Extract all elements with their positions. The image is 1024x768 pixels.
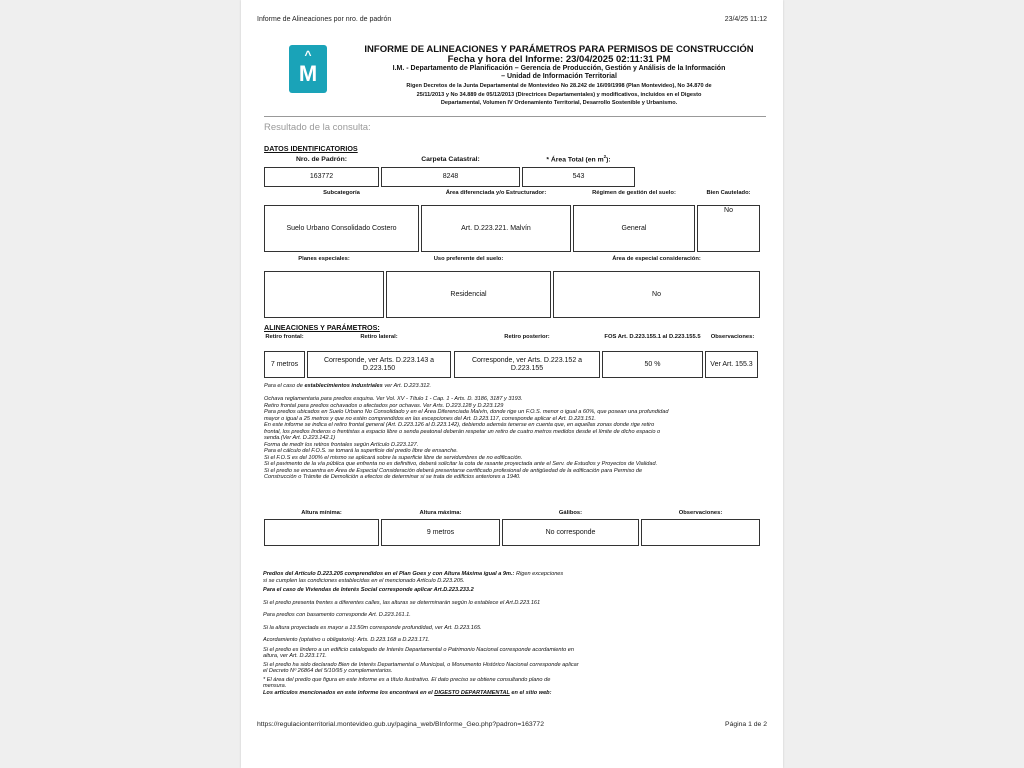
frentes-note: Si el predio presenta frentes a diferentes calles, las alturas se determinarán según lo establece el Art.D.223.161: [263, 599, 541, 606]
note-line: Forma de medir los retiros frontales según Artículo D.223.127.: [264, 441, 419, 448]
retiro-lateral-value: Corresponde, ver Arts. D.223.143 a D.223.150: [307, 351, 451, 378]
area-ilustrativa-note-cont: mensura.: [263, 683, 287, 689]
altura-minima-value: [264, 519, 379, 546]
report-title: INFORME DE ALINEACIONES Y PARÁMETROS PARA PERMISOS DE CONSTRUCCIÓN: [364, 44, 754, 55]
browser-print-date: 23/4/25 11:12: [724, 16, 767, 23]
note-line: Para predios ubicados en Suelo Urbano No Consolidado y en el Área Diferenciada Malvín, donde rige un F.O.S. menor o igual a 60%, que posean una profundidad: [264, 409, 669, 415]
regulation-notes: [264, 396, 764, 481]
regimen-value: General: [573, 205, 695, 252]
fos-label: FOS Art. D.223.155.1 al D.223.155.5: [604, 334, 701, 340]
logo-hat-glyph: ^: [304, 48, 312, 62]
report-unit: – Unidad de Información Territorial: [501, 73, 617, 80]
retiro-posterior-label: Retiro posterior:: [504, 334, 550, 340]
altura-maxima-label: Altura máxima:: [419, 510, 462, 516]
especial-label: Área de especial consideración:: [612, 256, 701, 262]
bien-cautelado-value: No: [697, 205, 760, 252]
note-line: Si el pavimento de la vía pública que enfrenta no es definitivo, deberá solicitar la cota de rasante proyectada ante el Serv. de Estudios y Proyectos de Vialidad.: [264, 461, 658, 467]
galibos-label: Gálibos:: [558, 510, 583, 516]
acordamiento-note: Acordamiento (optativo u obligatorio): Arts. D.223.168 a D.223.171.: [263, 637, 430, 643]
note-line: Si el predio se encuentra en Área de Especial Consideración deberá presentarse certificado profesional de antigüedad de la edificación para Permiso de: [264, 467, 643, 474]
basamento-note: Para predios con basamento corresponde Art. D.223.161.1.: [263, 612, 411, 618]
browser-print-title: Informe de Alineaciones por nro. de padrón: [257, 16, 392, 23]
note-line: frontal, los predios linderos o frentistas a espacio libre o senda peatonal deberán respetar un retiro de cuatro metros medidos desde el límite de dicho espacio o: [264, 428, 661, 435]
digesto-link[interactable]: DIGESTO DEPARTAMENTAL: [434, 689, 510, 696]
report-header: [349, 45, 769, 107]
industrial-note: Para el caso de establecimientos industriales ver Art. D.223.312.: [264, 383, 432, 389]
vivienda-social-note: Para el caso de Viviendas de Interés Social corresponde aplicar Art.D.223.233.2: [263, 587, 474, 593]
alineaciones-obs-label: Observaciones:: [710, 334, 755, 340]
report-datetime: Fecha y hora del Informe: 23/04/2025 02:11:31 PM: [447, 54, 671, 65]
bien-interes-note-cont: el Decreto Nº 26864 del 5/10/95 y complementarios.: [263, 668, 393, 674]
altura-maxima-value: 9 metros: [381, 519, 500, 546]
bottom-notes: [263, 571, 673, 696]
footer-page-number: Página 1 de 2: [725, 721, 767, 728]
result-heading: Resultado de la consulta:: [264, 122, 371, 133]
montevideo-logo-icon: [289, 45, 327, 93]
bien-cautelado-label: Bien Cautelado:: [706, 190, 751, 196]
uso-label: Uso preferente del suelo:: [433, 256, 504, 262]
report-department: I.M. - Departamento de Planificación – Gerencia de Producción, Gestión y Análisis de la Información: [392, 65, 726, 72]
note-line: Para el cálculo del F.O.S. se tomará la superficie del predio libre de ensanche.: [264, 448, 458, 454]
document-page: [241, 0, 783, 768]
logo-letter: M: [298, 61, 318, 86]
footer-url: https://regulacionterritorial.montevideo.gub.uy/pagina_web/BInforme_Geo.php?padron=163772: [257, 721, 544, 728]
section-heading-datos: DATOS IDENTIFICATORIOS: [264, 144, 358, 153]
subcategoria-value: Suelo Urbano Consolidado Costero: [264, 205, 419, 252]
alturas-obs-label: Observaciones:: [678, 510, 723, 516]
bien-interes-note: Si el predio ha sido declarado Bien de Interés Departamental o Municipal, o Monumento Histórico Nacional corresponde aplicar: [263, 661, 579, 668]
area-total-value: 543: [522, 167, 635, 187]
area-ilustrativa-note: * El área del predio que figura en este informe es a título ilustrativo. El dato preciso se obtiene consultando plano de: [263, 676, 551, 683]
header-divider: [264, 116, 766, 117]
planes-value: [264, 271, 384, 318]
note-line: senda.(Ver Art. D.223.142.1): [264, 435, 336, 441]
note-line: Construcción o Trámite de Demolición a efectos de determinar si se trata de edificios anteriores a 1940.: [264, 474, 521, 480]
altura-minima-label: Altura mínima:: [301, 510, 342, 516]
area-total-label: * Área Total (en $m^2$):: [546, 154, 611, 164]
note-line: mayor o igual a 25 metros y que no estén comprendidos en las excepciones del Art. D.223.117, corresponde aplicar el Art. D.223.151.: [264, 415, 596, 422]
fos-value: 50 %: [602, 351, 703, 378]
especial-value: No: [553, 271, 760, 318]
retiro-posterior-value: Corresponde, ver Arts. D.223.152 a D.223.155: [454, 351, 600, 378]
padron-label: Nro. de Padrón:: [296, 156, 347, 163]
retiro-frontal-label: Retiro frontal:: [265, 334, 304, 340]
catalogado-note: Si el predio es lindero a un edificio catalogado de Interés Departamental o Patrimonio Nacional corresponde acordamiento en: [263, 646, 574, 653]
regimen-label: Régimen de gestión del suelo:: [592, 190, 676, 196]
uso-value: Residencial: [386, 271, 551, 318]
subcategoria-label: Subcategoría: [323, 190, 360, 196]
altura-proyectada-note: Si la altura proyectada es mayor a 13.50m corresponde profundidad, ver Art. D.223.165.: [263, 624, 482, 631]
note-line: En este informe se indica el retiro frontal general (Art. D.223.126 al D.223.142), debiendo además tenerse en cuenta que, en aquellas zonas donde rige retiro: [264, 422, 655, 428]
plan-goes-note-cont: si se cumplen las condiciones establecidas en el mencionado Artículo D.223.205.: [263, 577, 465, 584]
retiro-frontal-value: 7 metros: [264, 351, 305, 378]
note-line: Retiro frontal para predios ochavados o afectados por ochavas. Ver Arts. D.223.128 y D.223.129: [264, 402, 504, 409]
plan-goes-note: Predios del Artículo D.223.205 comprendidos en el Plan Goes y con Altura Máxima igual a 9m.: Rigen excepciones: [263, 571, 564, 577]
digesto-note: Los artículos mencionados en este informe los encontrará en el DIGESTO DEPARTAMENTAL en el sitio web:: [263, 689, 552, 696]
report-decree-1: Rigen Decretos de la Junta Departamental de Montevideo No 28.242 de 16/09/1998 (Plan Montevideo), No 34.870 de: [406, 83, 712, 89]
padron-value: 163772: [264, 167, 379, 187]
note-line: Ochava reglamentaria para predios esquina. Ver Vol. XV - Título 1 - Cap. 1 - Arts. D. 3186, 3187 y 3193.: [264, 396, 523, 402]
galibos-value: No corresponde: [502, 519, 639, 546]
retiro-lateral-label: Retiro lateral:: [360, 334, 398, 340]
carpeta-label: Carpeta Catastral:: [421, 156, 480, 163]
catalogado-note-cont: altura, ver Art. D.223.171.: [263, 653, 327, 659]
report-decree-2: 25/11/2013 y No 34.889 de 05/12/2013 (Directrices Departamentales) y modificativos, incluidos en el Digesto: [416, 91, 702, 98]
alturas-obs-value: [641, 519, 760, 546]
area-diferenciada-value: Art. D.223.221. Malvín: [421, 205, 571, 252]
section-heading-alineaciones: ALINEACIONES Y PARÁMETROS:: [264, 323, 380, 332]
area-diferenciada-label: Área diferenciada y/o Estructurador:: [445, 190, 547, 196]
alineaciones-obs-value: Ver Art. 155.3: [705, 351, 758, 378]
report-decree-3: Departamental, Volumen IV Ordenamiento Territorial, Desarrollo Sostenible y Urbanismo.: [440, 100, 678, 106]
planes-label: Planes especiales:: [298, 256, 350, 262]
carpeta-value: 8248: [381, 167, 520, 187]
note-line: Si el F.O.S es del 100% el mismo se aplicará sobre la superficie libre de servidumbres de no edificación.: [264, 454, 523, 461]
